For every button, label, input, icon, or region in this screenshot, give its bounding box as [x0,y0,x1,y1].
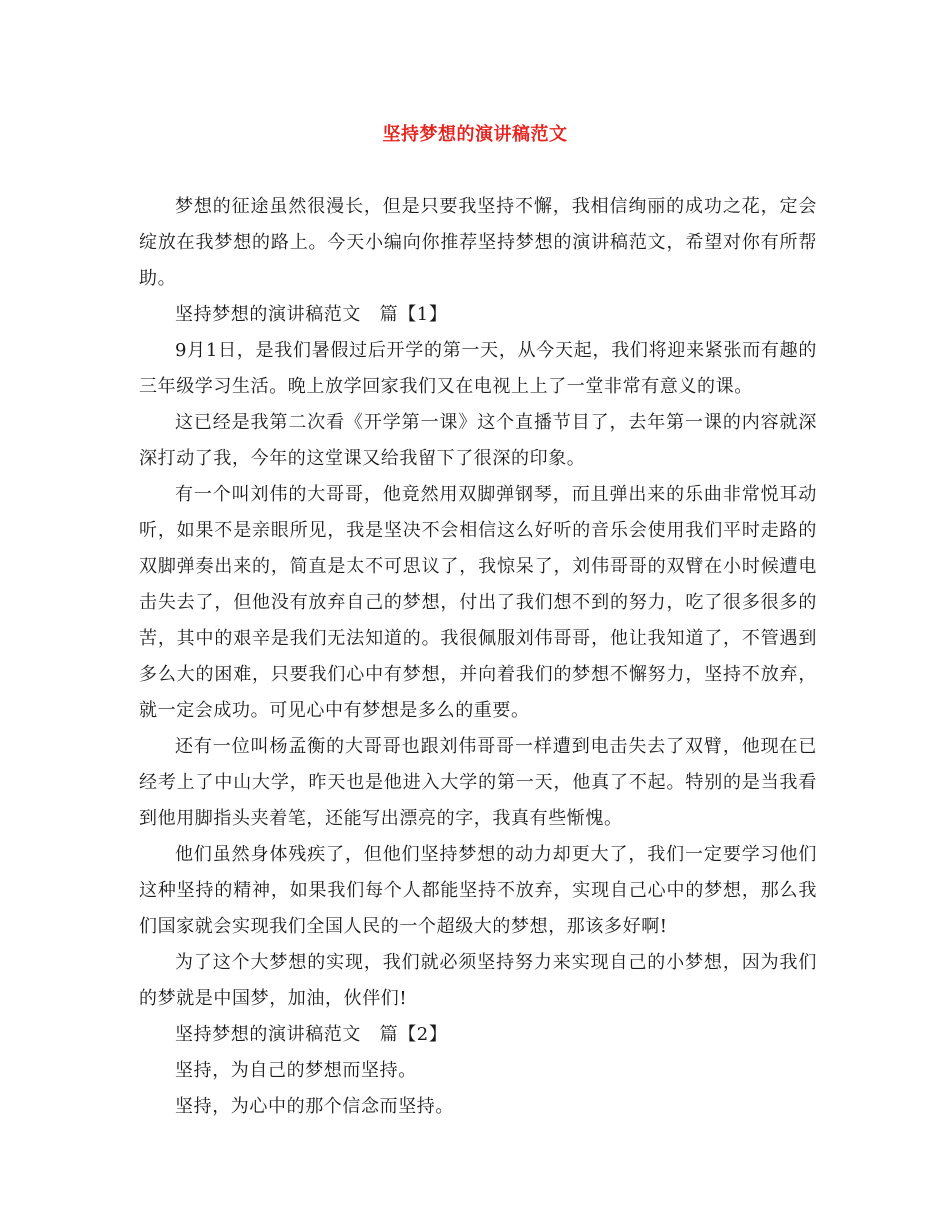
body-paragraph: 他们虽然身体残疾了，但他们坚持梦想的动力却更大了，我们一定要学习他们这种坚持的精神，如果我们每个人都能坚持不放弃，实现自己心中的梦想，那么我们国家就会实现我们全国人民的一个超级大的梦想，那该多好啊! [139,844,817,937]
document-body [139,189,817,1125]
section-heading-2: 坚持梦想的演讲稿范文 篇【2】 [175,1024,448,1045]
section-heading-1: 坚持梦想的演讲稿范文 篇【1】 [175,304,448,325]
body-paragraph: 有一个叫刘伟的大哥哥，他竟然用双脚弹钢琴，而且弹出来的乐曲非常悦耳动听，如果不是亲眼所见，我是坚决不会相信这么好听的音乐会使用我们平时走路的双脚弹奏出来的，简直是太不可思议了，我惊呆了，刘伟哥哥的双臂在小时候遭电击失去了，但他没有放弃自己的梦想，付出了我们想不到的努力，吃了很多很多的苦，其中的艰辛是我们无法知道的。我很佩服刘伟哥哥，他让我知道了，不管遇到多么大的困难，只要我们心中有梦想，并向着我们的梦想不懈努力，坚持不放弃，就一定会成功。可见心中有梦想是多么的重要。 [139,484,817,721]
body-paragraph: 为了这个大梦想的实现，我们就必须坚持努力来实现自己的小梦想，因为我们的梦就是中国梦，加油，伙伴们! [139,952,817,1009]
body-paragraph: 还有一位叫杨孟衡的大哥哥也跟刘伟哥哥一样遭到电击失去了双臂，他现在已经考上了中山大学，昨天也是他进入大学的第一天，他真了不起。特别的是当我看到他用脚指头夹着笔，还能写出漂亮的字，我真有些惭愧。 [139,736,817,829]
intro-paragraph: 梦想的征途虽然很漫长，但是只要我坚持不懈，我相信绚丽的成功之花，定会绽放在我梦想的路上。今天小编向你推荐坚持梦想的演讲稿范文，希望对你有所帮助。 [139,196,817,289]
body-paragraph: 这已经是我第二次看《开学第一课》这个直播节目了，去年第一课的内容就深深打动了我，今年的这堂课又给我留下了很深的印象。 [139,412,817,469]
body-paragraph: 坚持，为心中的那个信念而坚持。 [175,1096,454,1117]
body-paragraph: 坚持，为自己的梦想而坚持。 [175,1060,417,1081]
body-paragraph: 9月1日，是我们暑假过后开学的第一天，从今天起，我们将迎来紧张而有趣的三年级学习生活。晚上放学回家我们又在电视上上了一堂非常有意义的课。 [139,340,817,397]
document-title: 坚持梦想的演讲稿范文 [382,124,568,145]
